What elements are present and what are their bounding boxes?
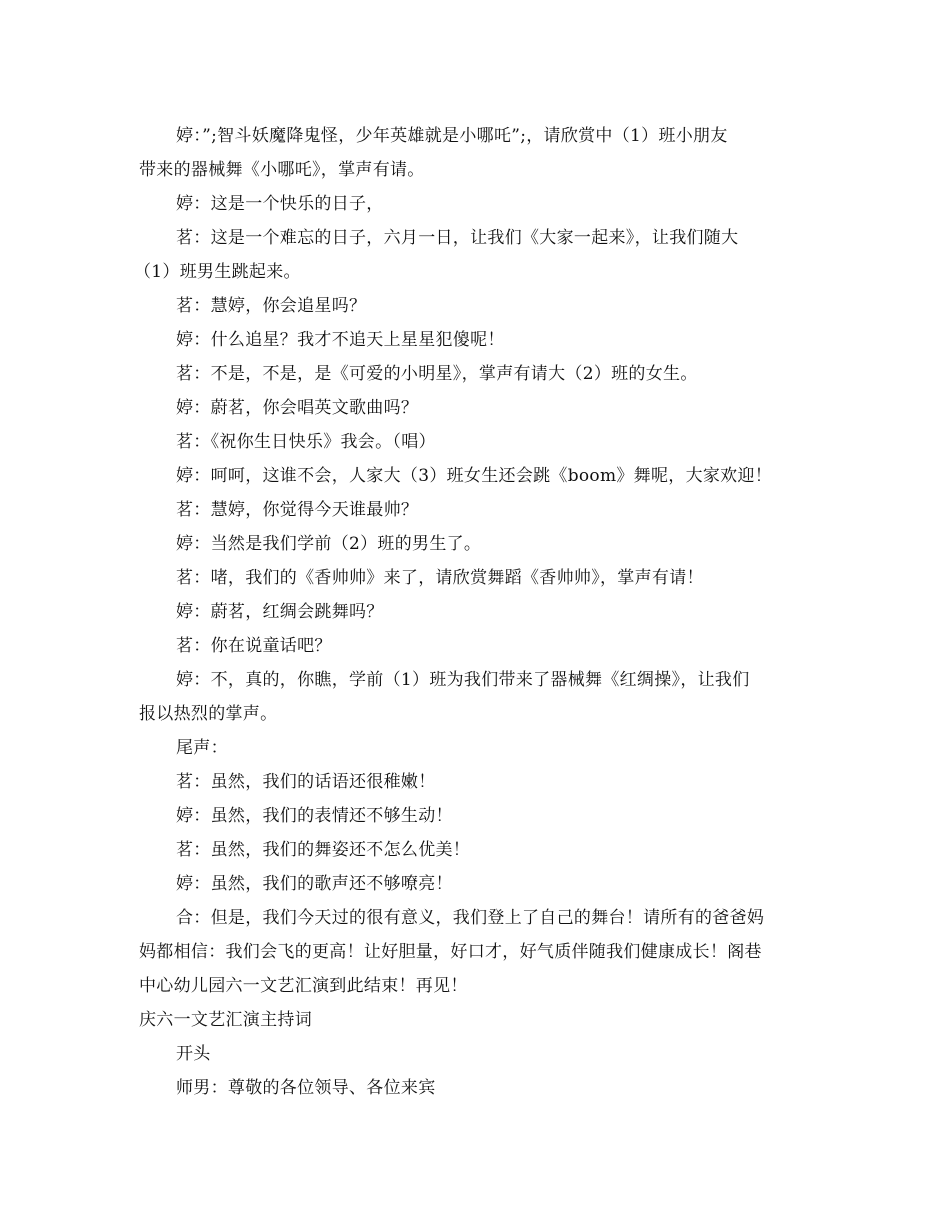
text-line: （1）班男生跳起来。 [134,262,301,282]
text-line: 茗：你在说童话吧？ [176,636,332,656]
text-line: 婷：当然是我们学前（2）班的男生了。 [176,534,482,554]
text-line: 茗：虽然，我们的舞姿还不怎么优美！ [176,840,471,860]
text-line: 合：但是，我们今天过的很有意义，我们登上了自己的舞台！请所有的爸爸妈 [176,908,765,928]
text-line: 婷：什么追星？我才不追天上星星犯傻呢！ [176,330,505,350]
text-line: 茗：《祝你生日快乐》我会。（唱） [176,432,436,452]
text-line: 中心幼儿园六一文艺汇演到此结束！再见！ [139,976,468,996]
text-line: 妈都相信：我们会飞的更高！让好胆量，好口才，好气质伴随我们健康成长！阁巷 [139,942,762,962]
text-line: 婷：这是一个快乐的日子， [176,194,384,214]
text-line: 茗：虽然，我们的话语还很稚嫩！ [176,772,436,792]
text-line: 茗：这是一个难忘的日子，六月一日，让我们《大家一起来》，让我们随大 [176,228,739,248]
text-line: 婷：呵呵，这谁不会，人家大（3）班女生还会跳《boom》舞呢，大家欢迎！ [176,466,773,486]
text-line: 婷：”;智斗妖魔降鬼怪，少年英雄就是小哪吒”;，请欣赏中（1）班小朋友 [176,126,728,146]
text-line: 茗：啫，我们的《香帅帅》来了，请欣赏舞蹈《香帅帅》，掌声有请！ [176,568,704,588]
text-line: 茗：慧婷，你会追星吗？ [176,296,367,316]
text-line: 婷：蔚茗，你会唱英文歌曲吗？ [176,398,419,418]
text-line: 婷：不，真的，你瞧，学前（1）班为我们带来了器械舞《红绸操》，让我们 [176,670,750,690]
text-line: 茗：不是，不是，是《可爱的小明星》，掌声有请大（2）班的女生。 [176,364,698,384]
text-line: 婷：虽然，我们的表情还不够生动！ [176,806,453,826]
section-heading: 尾声： [176,738,228,758]
document-title: 庆六一文艺汇演主持词 [139,1010,312,1030]
section-heading: 开头 [176,1044,211,1064]
text-line: 婷：蔚茗，红绸会跳舞吗？ [176,602,384,622]
text-line: 婷：虽然，我们的歌声还不够嘹亮！ [176,874,453,894]
text-line: 茗：慧婷，你觉得今天谁最帅？ [176,500,419,520]
text-line: 师男：尊敬的各位领导、各位来宾 [176,1078,436,1098]
text-line: 报以热烈的掌声。 [139,704,278,724]
text-line: 带来的器械舞《小哪吒》，掌声有请。 [139,160,425,180]
